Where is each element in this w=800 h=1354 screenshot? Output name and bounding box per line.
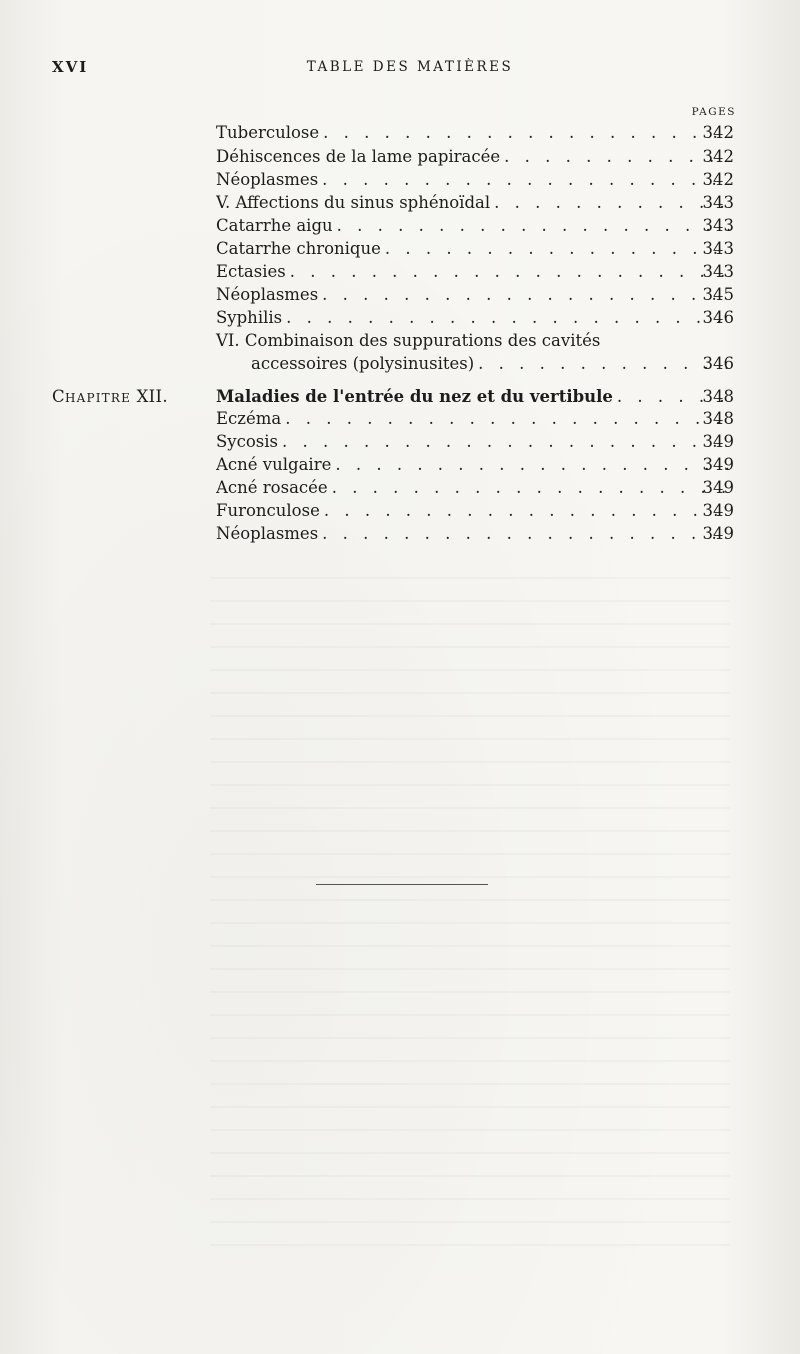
- bleed-through-texture: [210, 560, 730, 1260]
- toc-entry-page: 343: [702, 239, 734, 258]
- toc-entry: [0, 283, 800, 306]
- dot-leader: [337, 214, 730, 237]
- toc-entry-page: 343: [702, 216, 734, 235]
- pages-column-label: PAGES: [691, 106, 736, 118]
- toc-entry-title: V. Affections du sinus sphénoïdal: [216, 193, 491, 212]
- dot-leader: [322, 283, 730, 306]
- toc-entry-multiline: [0, 329, 800, 352]
- toc-entry-title: Catarrhe aigu: [216, 216, 333, 235]
- toc-entry-page: 342: [702, 147, 734, 166]
- toc-entry: [0, 453, 800, 476]
- toc-entry: [0, 430, 800, 453]
- toc-entry-title: Acné rosacée: [216, 478, 328, 497]
- running-head: [0, 58, 800, 78]
- toc-entry-title: Déhiscences de la lame papiracée: [216, 147, 501, 166]
- chapter-label-rest: HAPITRE: [64, 391, 132, 405]
- toc-entry: [0, 476, 800, 499]
- toc-entry-page: 343: [702, 262, 734, 281]
- toc-entry-page: 346: [702, 308, 734, 327]
- toc-entry-title: Tuberculose: [216, 123, 320, 142]
- toc-entry-page: 345: [702, 285, 734, 304]
- dot-leader: [322, 168, 730, 191]
- toc-entry: [0, 260, 800, 283]
- toc-entry-title: Acné vulgaire: [216, 455, 332, 474]
- toc-entry: [0, 191, 800, 214]
- toc-entry: [0, 522, 800, 545]
- toc-entry: [0, 168, 800, 191]
- toc-entry-page: 342: [702, 123, 734, 142]
- dot-leader: [332, 476, 730, 499]
- toc-entry-title: Syphilis: [216, 308, 283, 327]
- toc-entry: [0, 407, 800, 430]
- toc-entry-page: 346: [702, 354, 734, 373]
- chapter-label-cap: C: [52, 387, 65, 406]
- toc-entry: [0, 214, 800, 237]
- toc-entry-title-line1: VI. Combinaison des suppurations des cavités: [216, 331, 601, 350]
- dot-leader: [324, 499, 730, 522]
- toc-entry-title: Sycosis: [216, 432, 279, 451]
- chapter-title: Maladies de l'entrée du nez et du vertibule: [216, 387, 613, 406]
- page-folio: XVI: [52, 58, 89, 76]
- toc-entry-page: 343: [702, 193, 734, 212]
- toc-entry-title: Néoplasmes: [216, 170, 319, 189]
- chapter-heading: [0, 385, 800, 408]
- chapter-page: 348: [702, 387, 734, 406]
- dot-leader: [322, 522, 730, 545]
- toc-entry-page: 342: [702, 170, 734, 189]
- toc-entry-page: 349: [702, 478, 734, 497]
- dot-leader: [323, 121, 730, 144]
- dot-leader: [285, 407, 730, 430]
- toc-entry-multiline-cont: [0, 352, 800, 375]
- end-rule: [316, 884, 488, 885]
- toc-entry-title: Ectasies: [216, 262, 286, 281]
- toc-entry-title-line2: accessoires (polysinusites): [251, 354, 475, 373]
- toc-entry-title: Catarrhe chronique: [216, 239, 381, 258]
- toc-entry: [0, 121, 800, 144]
- toc-entry-page: 349: [702, 501, 734, 520]
- toc-entry-title: Néoplasmes: [216, 285, 319, 304]
- dot-leader: [290, 260, 730, 283]
- running-title: TABLE DES MATIÈRES: [306, 59, 514, 75]
- toc-entry: [0, 237, 800, 260]
- dot-leader: [478, 352, 730, 375]
- dot-leader: [286, 306, 730, 329]
- toc-entry-page: 349: [702, 455, 734, 474]
- toc-entry-page: 349: [702, 524, 734, 543]
- toc-entry-page: 348: [702, 409, 734, 428]
- toc-entry-title: Furonculose: [216, 501, 320, 520]
- dot-leader: [385, 237, 730, 260]
- chapter-number: XII.: [136, 387, 168, 406]
- toc-entry: [0, 306, 800, 329]
- toc-entry: [0, 499, 800, 522]
- dot-leader: [335, 453, 730, 476]
- toc-entry: [0, 145, 800, 168]
- toc-entry-title: Néoplasmes: [216, 524, 319, 543]
- dot-leader: [282, 430, 730, 453]
- toc-entry-page: 349: [702, 432, 734, 451]
- toc-entry-title: Eczéma: [216, 409, 282, 428]
